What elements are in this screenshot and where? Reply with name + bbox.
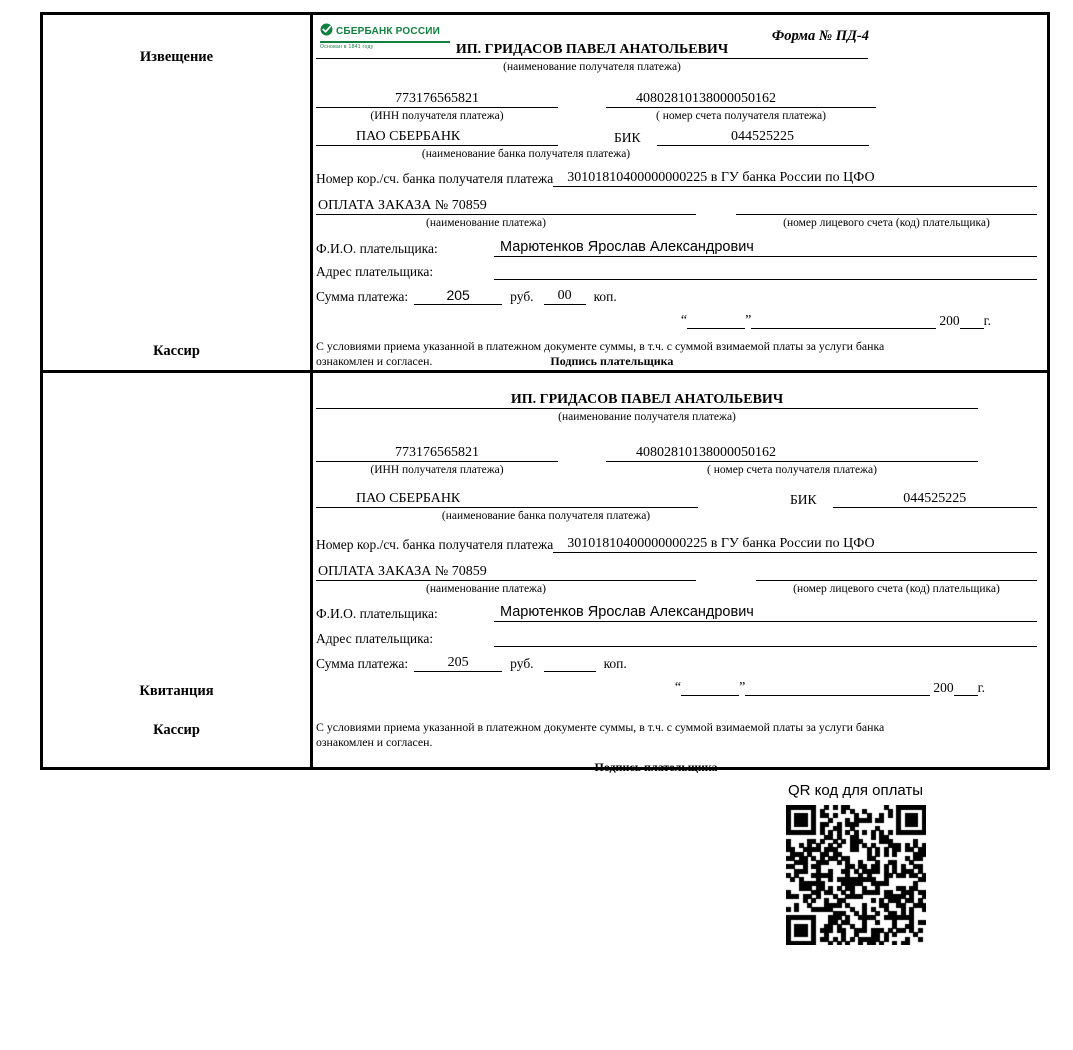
payer-signature-label: Подпись плательщика bbox=[550, 354, 674, 368]
year-suffix: г. bbox=[983, 313, 991, 328]
payee-name: ИП. ГРИДАСОВ ПАВЕЛ АНАТОЛЬЕВИЧ bbox=[510, 392, 784, 407]
payment-purpose-field: ОПЛАТА ЗАКАЗА № 70859 bbox=[316, 197, 696, 215]
kop-label: коп. bbox=[593, 289, 617, 304]
payee-inn-field: 773176565821 bbox=[316, 90, 558, 108]
bank-caption: (наименование банка получателя платежа) bbox=[441, 510, 651, 522]
sum-label: Сумма платежа: bbox=[316, 656, 409, 671]
receipt-label: Квитанция bbox=[139, 683, 214, 699]
payer-address-field bbox=[494, 630, 1037, 647]
bik-label: БИК bbox=[614, 130, 641, 145]
open-quote: “ bbox=[674, 680, 682, 695]
open-quote: “ bbox=[680, 313, 688, 328]
notice-label: Извещение bbox=[139, 49, 214, 65]
agreement-line-2: ознакомлен и согласен. bbox=[316, 735, 433, 749]
date-month-field bbox=[751, 312, 936, 329]
bik-label: БИК bbox=[790, 492, 817, 507]
qr-code bbox=[786, 805, 926, 945]
agreement-text bbox=[316, 720, 996, 775]
cashier-label: Кассир bbox=[153, 343, 200, 359]
payer-address-label: Адрес плательщика: bbox=[316, 631, 434, 646]
rub-label: руб. bbox=[510, 656, 534, 671]
year-prefix: 200 bbox=[939, 313, 960, 328]
agreement-line-2: ознакомлен и согласен. bbox=[316, 354, 433, 368]
payer-name-field: Марютенков Ярослав Александрович bbox=[494, 604, 1037, 622]
sum-rub-field: 205 bbox=[414, 287, 502, 305]
payee-account-field: 40802810138000050162 bbox=[606, 444, 978, 462]
corr-account-field: 30101810400000000225 в ГУ банка России по ЦФО bbox=[553, 169, 1037, 187]
year-suffix: г. bbox=[977, 680, 985, 695]
purpose-caption: (наименование платежа) bbox=[426, 583, 546, 595]
notice-content bbox=[313, 15, 1047, 370]
date-year-field bbox=[954, 679, 978, 696]
qr-label: QR код для оплаты bbox=[787, 782, 923, 799]
account-caption: ( номер счета получателя платежа) bbox=[707, 464, 877, 476]
payee-name: ИП. ГРИДАСОВ ПАВЕЛ АНАТОЛЬЕВИЧ bbox=[455, 42, 729, 57]
agreement-line-1: С условиями приема указанной в платежном документе суммы, в т.ч. с суммой взимаемой платы за услуги банка bbox=[316, 720, 885, 734]
payee-caption: (наименование получателя платежа) bbox=[558, 411, 736, 423]
rub-label: руб. bbox=[510, 289, 534, 304]
corr-account-label: Номер кор./сч. банка получателя платежа bbox=[316, 537, 554, 552]
corr-account-label: Номер кор./сч. банка получателя платежа bbox=[316, 171, 554, 186]
year-prefix: 200 bbox=[933, 680, 954, 695]
corr-account-field: 30101810400000000225 в ГУ банка России по ЦФО bbox=[553, 535, 1037, 553]
payee-inn-field: 773176565821 bbox=[316, 444, 558, 462]
inn-caption: (ИНН получателя платежа) bbox=[370, 110, 504, 122]
payee-account-field: 40802810138000050162 bbox=[606, 90, 876, 108]
date-line bbox=[316, 312, 991, 329]
account-caption: ( номер счета получателя платежа) bbox=[656, 110, 826, 122]
date-line bbox=[316, 679, 985, 696]
purpose-caption: (наименование платежа) bbox=[426, 217, 546, 229]
sum-rub-field: 205 bbox=[414, 654, 502, 672]
form-number-label: Форма № ПД-4 bbox=[771, 28, 869, 44]
payer-address-label: Адрес плательщика: bbox=[316, 264, 434, 279]
close-quote: ” bbox=[745, 313, 752, 328]
payer-address-field bbox=[494, 263, 1037, 280]
receipt-content bbox=[313, 373, 1047, 774]
date-year-field bbox=[960, 312, 984, 329]
bank-caption: (наименование банка получателя платежа) bbox=[421, 148, 631, 160]
bank-name-field: ПАО СБЕРБАНК bbox=[316, 490, 698, 508]
kop-label: коп. bbox=[603, 656, 627, 671]
notice-side-column bbox=[43, 15, 313, 370]
personal-account-field bbox=[756, 564, 1037, 581]
agreement-text bbox=[316, 339, 996, 369]
payer-name-field: Марютенков Ярослав Александрович bbox=[494, 239, 1037, 257]
payee-caption: (наименование получателя платежа) bbox=[503, 61, 681, 73]
notice-slip bbox=[43, 15, 1047, 370]
bank-name-field: ПАО СБЕРБАНК bbox=[316, 128, 558, 146]
bik-field: 044525225 bbox=[657, 128, 869, 146]
inn-caption: (ИНН получателя платежа) bbox=[370, 464, 504, 476]
date-day-field bbox=[681, 679, 739, 696]
payer-name-label: Ф.И.О. плательщика: bbox=[316, 606, 438, 621]
qr-section bbox=[783, 782, 928, 945]
date-day-field bbox=[687, 312, 745, 329]
sum-label: Сумма платежа: bbox=[316, 289, 409, 304]
personal-account-caption: (номер лицевого счета (код) плательщика) bbox=[793, 583, 1000, 595]
payment-purpose-field: ОПЛАТА ЗАКАЗА № 70859 bbox=[316, 563, 696, 581]
bik-field: 044525225 bbox=[833, 490, 1037, 508]
personal-account-caption: (номер лицевого счета (код) плательщика) bbox=[783, 217, 990, 229]
date-month-field bbox=[745, 679, 930, 696]
sum-kop-field: 00 bbox=[544, 287, 586, 305]
receipt-slip bbox=[43, 370, 1047, 774]
close-quote: ” bbox=[739, 680, 746, 695]
sberbank-logo-tagline: Основан в 1841 году bbox=[320, 44, 374, 50]
sum-kop-field bbox=[544, 655, 596, 672]
payer-name-label: Ф.И.О. плательщика: bbox=[316, 241, 438, 256]
receipt-side-column bbox=[43, 373, 313, 767]
agreement-line-1: С условиями приема указанной в платежном документе суммы, в т.ч. с суммой взимаемой платы за услуги банка bbox=[316, 339, 885, 353]
personal-account-field bbox=[736, 198, 1037, 215]
sberbank-logo bbox=[320, 23, 450, 50]
cashier-label: Кассир bbox=[153, 722, 200, 738]
sberbank-emblem-icon bbox=[320, 23, 333, 40]
pd4-payment-form bbox=[40, 12, 1050, 774]
sberbank-logo-text: СБЕРБАНК РОССИИ bbox=[336, 26, 441, 37]
payer-signature-label: Подпись плательщика bbox=[594, 760, 718, 774]
